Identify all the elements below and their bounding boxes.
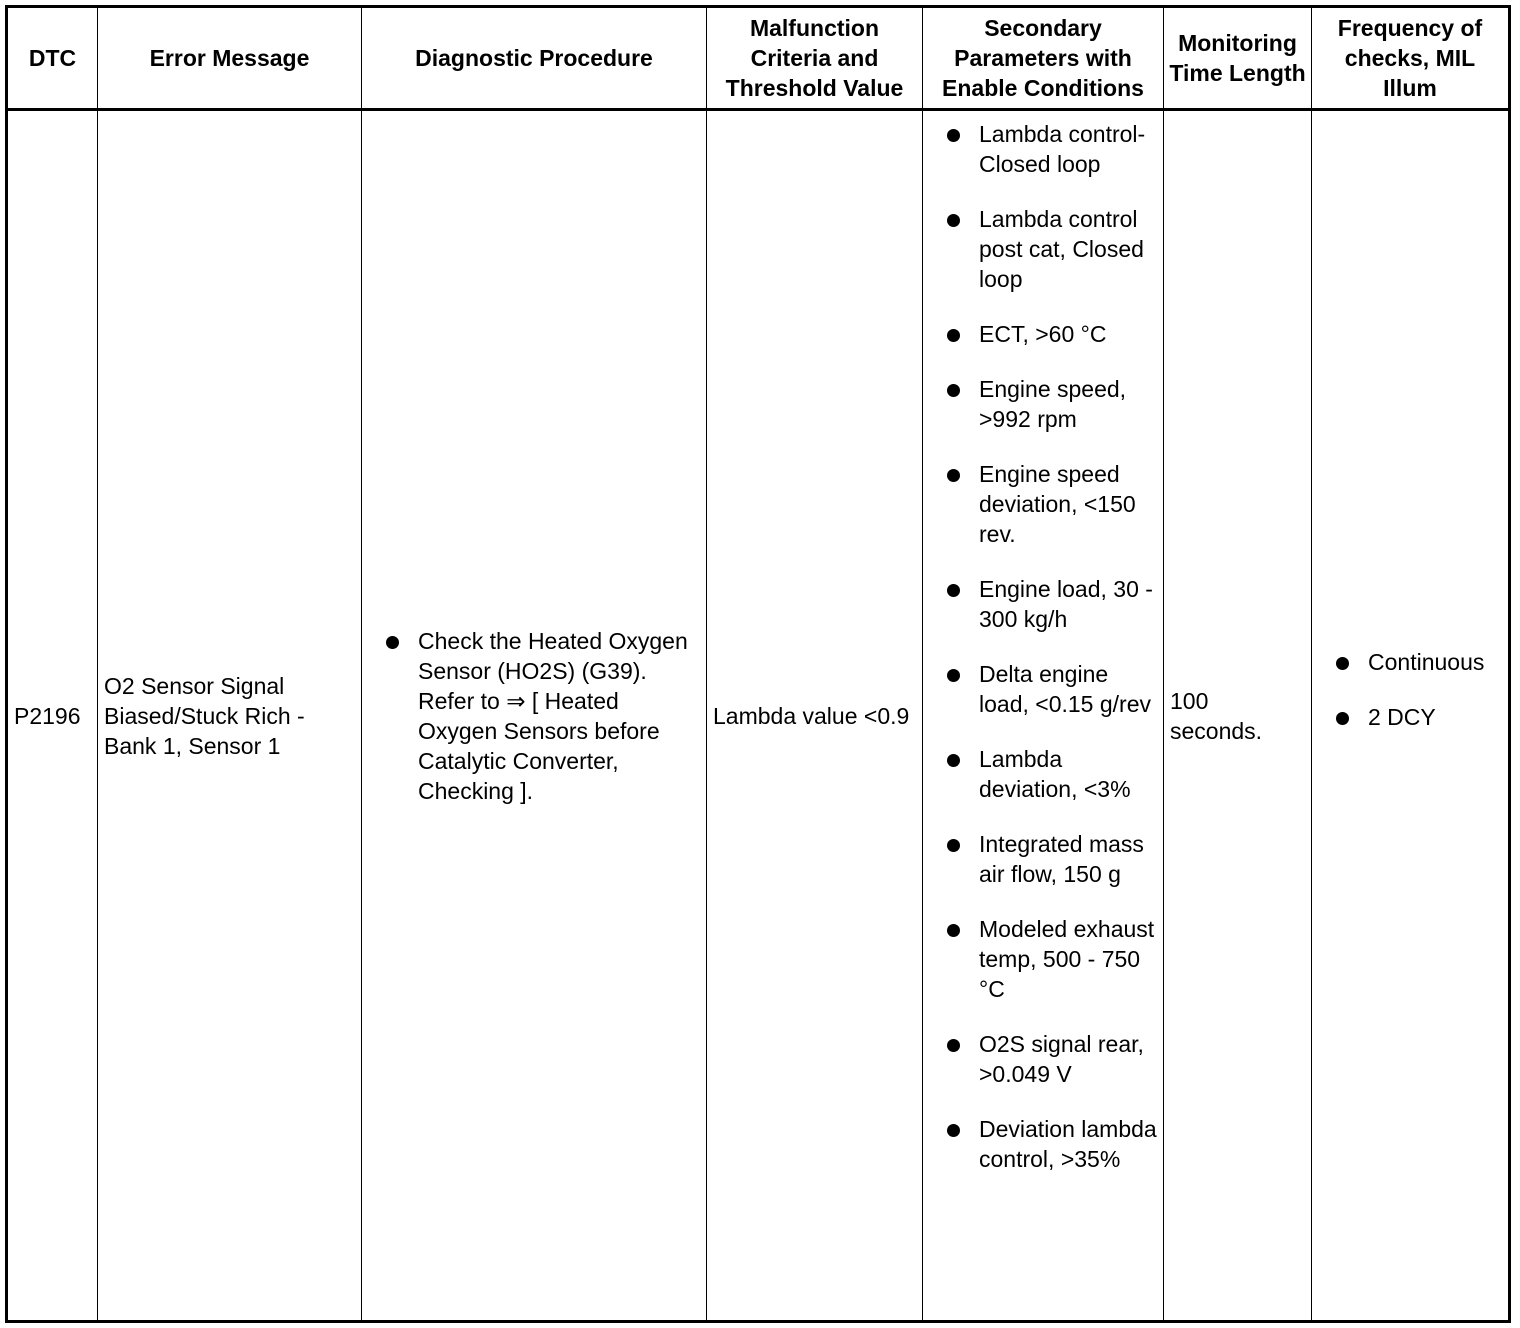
bullet-icon <box>1336 712 1349 725</box>
list-item <box>923 829 1163 889</box>
bullet-icon <box>947 924 960 937</box>
frequency-list <box>1312 647 1508 732</box>
bullet-icon <box>947 1124 960 1137</box>
list-item <box>923 659 1163 719</box>
header-diagnostic-procedure: Diagnostic Procedure <box>362 7 707 110</box>
secondary-parameter: Lambda deviation, <3% <box>979 746 1131 802</box>
list-item <box>923 744 1163 804</box>
list-item <box>1312 702 1508 732</box>
secondary-parameters-list <box>923 119 1163 1174</box>
header-malfunction-criteria: Malfunction Criteria and Threshold Value <box>707 7 923 110</box>
bullet-icon <box>947 469 960 482</box>
list-item <box>923 574 1163 634</box>
header-dtc: DTC <box>7 7 98 110</box>
bullet-icon <box>947 214 960 227</box>
secondary-parameter: O2S signal rear, >0.049 V <box>979 1031 1144 1087</box>
list-item <box>923 319 1163 349</box>
diagnostic-procedure-cell <box>362 110 707 1322</box>
bullet-icon <box>947 754 960 767</box>
header-frequency: Frequency of checks, MIL Illum <box>1312 7 1510 110</box>
secondary-parameter: Engine speed, >992 rpm <box>979 376 1127 432</box>
bullet-icon <box>947 669 960 682</box>
bullet-icon <box>947 1039 960 1052</box>
dtc-table <box>5 5 1511 1323</box>
list-item <box>923 459 1163 549</box>
bullet-icon <box>947 584 960 597</box>
secondary-parameter: Modeled exhaust temp, 500 - 750 °C <box>979 916 1155 1002</box>
list-item <box>923 1114 1163 1174</box>
header-row <box>7 7 1510 110</box>
secondary-parameter: Lambda control-Closed loop <box>979 121 1146 177</box>
secondary-parameter: ECT, >60 °C <box>979 321 1107 347</box>
bullet-icon <box>947 129 960 142</box>
dtc-code: P2196 <box>7 110 98 1322</box>
header-error-message: Error Message <box>98 7 362 110</box>
bullet-icon <box>1336 657 1349 670</box>
frequency-cell <box>1312 110 1510 1322</box>
list-item <box>1312 647 1508 677</box>
header-secondary-parameters: Secondary Parameters with Enable Conditions <box>923 7 1164 110</box>
bullet-icon <box>947 329 960 342</box>
bullet-icon <box>947 384 960 397</box>
monitoring-time: 100 seconds. <box>1164 110 1312 1322</box>
secondary-parameter: Delta engine load, <0.15 g/rev <box>979 661 1151 717</box>
diagnostic-procedure-list <box>362 626 706 806</box>
list-item <box>362 626 706 806</box>
table-row <box>7 110 1510 1322</box>
list-item <box>923 204 1163 294</box>
secondary-parameter: Lambda control post cat, Closed loop <box>979 206 1144 292</box>
bullet-icon <box>947 839 960 852</box>
secondary-parameter: Integrated mass air flow, 150 g <box>979 831 1144 887</box>
frequency-item: Continuous <box>1368 649 1485 675</box>
secondary-parameters-cell <box>923 110 1164 1322</box>
diagnostic-procedure-text: Check the Heated Oxygen Sensor (HO2S) (G39). Refer to ⇒ [ Heated Oxygen Sensors before Catalytic Converter, Checking ]. <box>418 627 688 804</box>
list-item <box>923 374 1163 434</box>
list-item <box>923 119 1163 179</box>
secondary-parameter: Engine speed deviation, <150 rev. <box>979 461 1136 547</box>
error-message: O2 Sensor Signal Biased/Stuck Rich - Bank 1, Sensor 1 <box>98 110 362 1322</box>
malfunction-criteria: Lambda value <0.9 <box>707 110 923 1322</box>
frequency-item: 2 DCY <box>1368 704 1436 730</box>
secondary-parameter: Deviation lambda control, >35% <box>979 1116 1157 1172</box>
bullet-icon <box>386 636 399 649</box>
header-monitoring-time: Monitoring Time Length <box>1164 7 1312 110</box>
secondary-parameter: Engine load, 30 - 300 kg/h <box>979 576 1153 632</box>
list-item <box>923 914 1163 1004</box>
list-item <box>923 1029 1163 1089</box>
